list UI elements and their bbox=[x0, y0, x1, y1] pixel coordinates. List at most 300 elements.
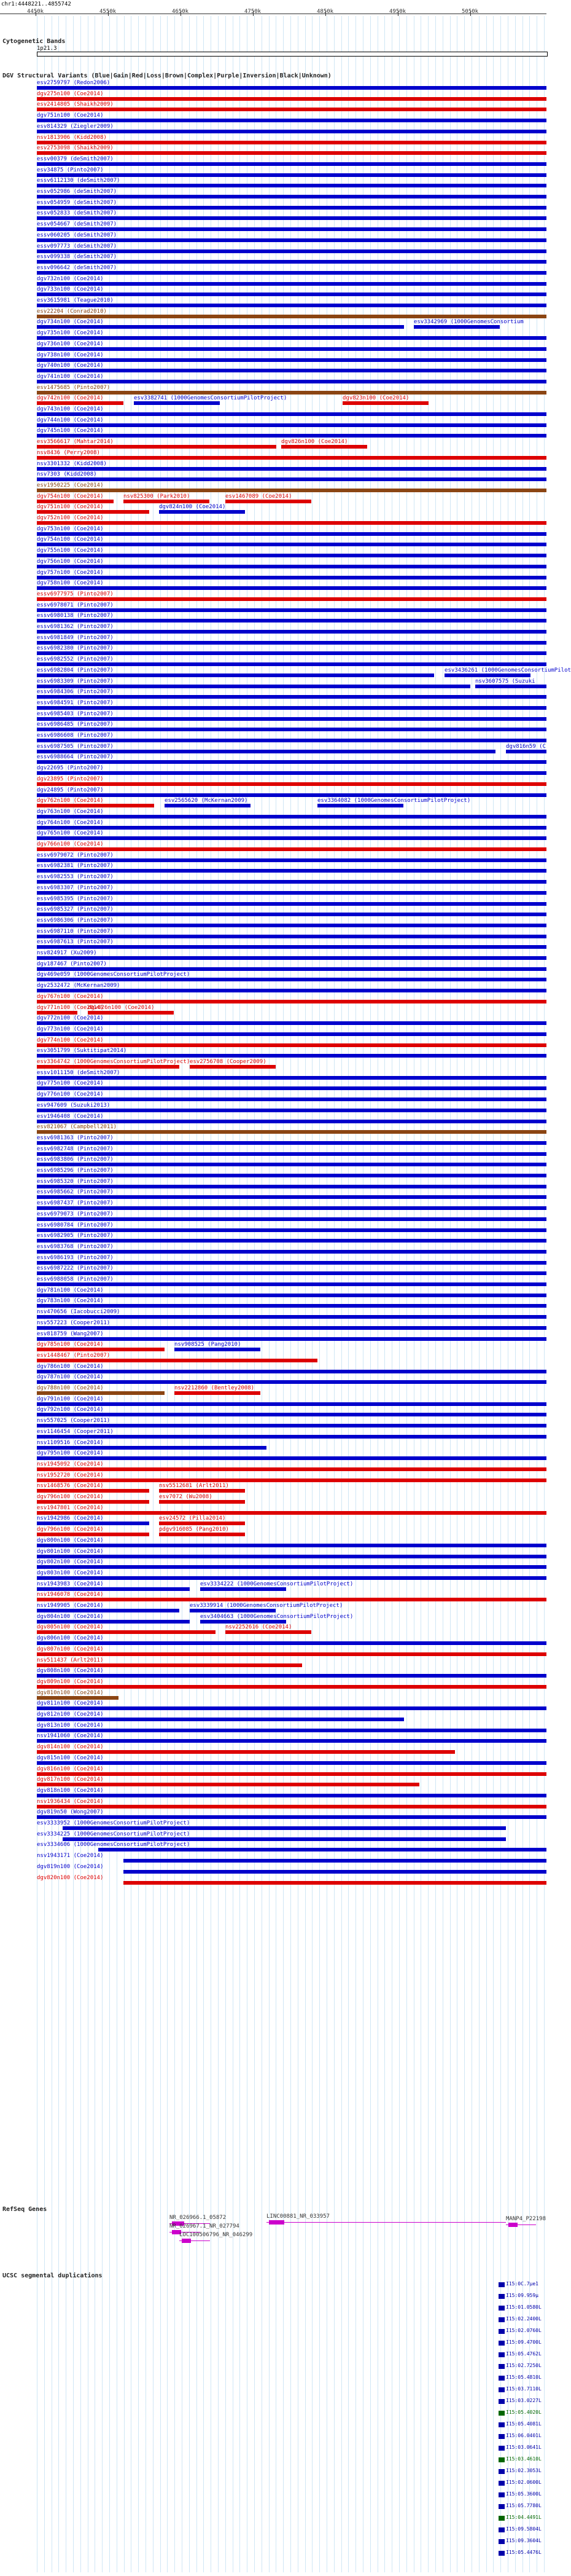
sv-label: dgv807n100 (Coe2014) bbox=[37, 1646, 104, 1652]
gene-intron-connector bbox=[317, 2222, 506, 2223]
sv-bar[interactable] bbox=[37, 1533, 149, 1536]
sv-label: esv3051799 (Suktitipat2014) bbox=[37, 1048, 127, 1054]
sv-bar[interactable] bbox=[37, 673, 434, 677]
sv-bar[interactable] bbox=[37, 238, 546, 242]
sv-bar[interactable] bbox=[98, 1848, 546, 1852]
sv-bar[interactable] bbox=[37, 913, 546, 916]
sv-label-secondary: dgv816n59 (C bbox=[506, 744, 546, 750]
sv-label: dgv756n100 (Coe2014) bbox=[37, 559, 104, 565]
segdup-bar[interactable] bbox=[499, 2527, 505, 2532]
sv-bar-secondary[interactable] bbox=[225, 500, 311, 503]
sv-bar-secondary[interactable] bbox=[475, 685, 546, 688]
sv-label: dgv773n100 (Coe2014) bbox=[37, 1026, 104, 1032]
sv-label: dgv787n100 (Coe2014) bbox=[37, 1374, 104, 1380]
sv-bar[interactable] bbox=[37, 685, 470, 688]
sv-bar[interactable] bbox=[37, 1380, 546, 1384]
sv-bar[interactable] bbox=[37, 1282, 546, 1286]
sv-label: essv6982553 (Pinto2007) bbox=[37, 874, 114, 880]
sv-bar[interactable] bbox=[37, 847, 546, 851]
sv-bar[interactable] bbox=[37, 423, 546, 427]
sv-bar[interactable] bbox=[37, 1511, 546, 1515]
sv-label-secondary: esv2565620 (McKernan2009) bbox=[165, 798, 248, 804]
sv-bar[interactable] bbox=[37, 739, 546, 742]
sv-label: dgv801n100 (Coe2014) bbox=[37, 1549, 104, 1555]
sv-bar[interactable] bbox=[37, 97, 546, 101]
segdup-bar[interactable] bbox=[499, 2341, 505, 2346]
segdup-track[interactable] bbox=[0, 2281, 546, 2570]
sv-label: dgv786n100 (Coe2014) bbox=[37, 1364, 104, 1370]
sv-bar[interactable] bbox=[37, 728, 546, 731]
sv-bar[interactable] bbox=[37, 597, 546, 601]
sv-bar[interactable] bbox=[37, 902, 546, 906]
sv-bar[interactable] bbox=[37, 641, 546, 645]
sv-label: esv1947801 (Coe2014) bbox=[37, 1505, 104, 1511]
sv-bar[interactable] bbox=[37, 978, 546, 981]
sv-label: nsv3301332 (Kidd2008) bbox=[37, 461, 107, 467]
sv-bar[interactable] bbox=[37, 304, 546, 307]
sv-bar[interactable] bbox=[37, 1206, 546, 1210]
sv-bar[interactable] bbox=[63, 1826, 506, 1830]
sv-label: esv818759 (Wang2007) bbox=[37, 1331, 104, 1337]
sv-label: dgv817n100 (Coe2014) bbox=[37, 1777, 104, 1783]
sv-bar[interactable] bbox=[37, 967, 546, 971]
sv-label-secondary: dgv823n100 (Coe2014) bbox=[343, 395, 410, 401]
sv-bar[interactable] bbox=[37, 1805, 546, 1808]
sv-bar[interactable] bbox=[37, 141, 546, 144]
sv-bar[interactable] bbox=[37, 369, 546, 372]
sv-bar[interactable] bbox=[37, 826, 546, 830]
sv-bar[interactable] bbox=[37, 336, 546, 340]
sv-bar[interactable] bbox=[37, 1598, 546, 1601]
segdup-bar[interactable] bbox=[499, 2352, 505, 2357]
segdup-label: I15:05.4810L bbox=[506, 2374, 542, 2380]
sv-label: essv00379 (deSmith2007) bbox=[37, 156, 114, 162]
sv-bar[interactable] bbox=[37, 1500, 149, 1504]
sv-label: essv6985327 (Pinto2007) bbox=[37, 906, 114, 913]
sv-bar[interactable] bbox=[37, 619, 546, 622]
sv-bar[interactable] bbox=[37, 1000, 546, 1003]
sv-bar[interactable] bbox=[37, 1630, 216, 1634]
sv-bar[interactable] bbox=[37, 1718, 404, 1721]
sv-bar[interactable] bbox=[37, 804, 154, 807]
sv-bar[interactable] bbox=[37, 1032, 546, 1036]
sv-bar[interactable] bbox=[37, 1424, 546, 1427]
sv-bar[interactable] bbox=[37, 108, 546, 111]
sv-bar[interactable] bbox=[123, 1881, 546, 1885]
sv-bar[interactable] bbox=[37, 956, 546, 960]
sv-bar[interactable] bbox=[37, 1337, 546, 1341]
sv-label: dgv803n100 (Coe2014) bbox=[37, 1570, 104, 1576]
sv-bar[interactable] bbox=[37, 771, 546, 775]
sv-bar[interactable] bbox=[37, 510, 149, 514]
sv-bar[interactable] bbox=[37, 401, 123, 405]
sv-bar[interactable] bbox=[37, 1370, 546, 1373]
sv-label-secondary: esv3342969 (1000GenomesConsortium bbox=[414, 319, 524, 325]
sv-label: essv6986306 (Pinto2007) bbox=[37, 917, 114, 924]
sv-bar-secondary[interactable] bbox=[445, 673, 530, 677]
sv-label: dgv757n100 (Coe2014) bbox=[37, 570, 104, 576]
sv-bar[interactable] bbox=[37, 1141, 546, 1145]
gene-exon[interactable] bbox=[508, 2223, 518, 2227]
sv-bar[interactable] bbox=[37, 1729, 546, 1732]
sv-label: essv6987110 (Pinto2007) bbox=[37, 929, 114, 935]
sv-bar[interactable] bbox=[37, 586, 546, 590]
sv-bar-secondary[interactable] bbox=[281, 445, 367, 449]
sv-bar[interactable] bbox=[37, 1446, 266, 1450]
sv-bar[interactable] bbox=[37, 467, 546, 471]
sv-bar[interactable] bbox=[37, 216, 546, 220]
segdup-bar[interactable] bbox=[499, 2364, 505, 2369]
sv-bar[interactable] bbox=[37, 1021, 546, 1025]
segdup-bar[interactable] bbox=[499, 2504, 505, 2509]
sv-label: dgv738n100 (Coe2014) bbox=[37, 352, 104, 358]
sv-bar[interactable] bbox=[37, 249, 546, 253]
sv-bar[interactable] bbox=[37, 1250, 546, 1254]
dgv-track[interactable] bbox=[0, 80, 571, 2157]
sv-bar[interactable] bbox=[37, 1609, 179, 1612]
sv-bar[interactable] bbox=[37, 260, 546, 264]
segdup-label: I15:05.4762L bbox=[506, 2351, 542, 2357]
sv-label: essv6982381 (Pinto2007) bbox=[37, 863, 114, 869]
sv-label: esv821067 (Campbell2011) bbox=[37, 1124, 117, 1130]
sv-label: essv6985662 (Pinto2007) bbox=[37, 1189, 114, 1195]
sv-bar[interactable] bbox=[37, 836, 546, 840]
segdup-bar[interactable] bbox=[499, 2481, 505, 2486]
sv-bar[interactable] bbox=[37, 315, 546, 318]
sv-bar[interactable] bbox=[37, 489, 546, 492]
sv-label: nsv557223 (Cooper2011) bbox=[37, 1320, 111, 1326]
sv-bar[interactable] bbox=[37, 1098, 546, 1101]
sv-bar[interactable] bbox=[37, 130, 546, 133]
segdup-bar[interactable] bbox=[499, 2282, 505, 2287]
segdup-bar[interactable] bbox=[499, 2446, 505, 2451]
sv-bar[interactable] bbox=[37, 1315, 546, 1319]
sv-bar[interactable] bbox=[123, 1870, 546, 1874]
sv-bar[interactable] bbox=[37, 1109, 546, 1112]
sv-bar[interactable] bbox=[37, 662, 546, 666]
sv-bar[interactable] bbox=[37, 119, 546, 122]
refseq-track[interactable] bbox=[0, 2212, 546, 2255]
sv-label-secondary: dgv826n100 (Coe2014) bbox=[281, 439, 348, 445]
sv-bar[interactable] bbox=[37, 1304, 546, 1308]
sv-label: dgv767n100 (Coe2014) bbox=[37, 994, 104, 1000]
sv-bar[interactable] bbox=[37, 1761, 546, 1765]
sv-label: dgv751n100 (Coe2014) bbox=[37, 112, 104, 119]
sv-bar-secondary[interactable] bbox=[506, 750, 546, 753]
sv-bar[interactable] bbox=[37, 445, 276, 449]
sv-bar[interactable] bbox=[37, 1544, 546, 1547]
sv-bar[interactable] bbox=[37, 162, 546, 166]
sv-bar-secondary[interactable] bbox=[159, 1489, 245, 1493]
sv-label: dgv771n100 (Coe2014) bbox=[37, 1005, 104, 1011]
sv-bar[interactable] bbox=[37, 869, 546, 873]
sv-bar[interactable] bbox=[37, 195, 546, 198]
sv-bar[interactable] bbox=[37, 1086, 546, 1090]
sv-bar[interactable] bbox=[37, 521, 546, 525]
sv-label: dgv783n100 (Coe2014) bbox=[37, 1298, 104, 1304]
sv-bar[interactable] bbox=[37, 1228, 546, 1232]
sv-bar[interactable] bbox=[37, 1120, 546, 1123]
sv-bar[interactable] bbox=[37, 1587, 190, 1591]
sv-label: essv6980138 (Pinto2007) bbox=[37, 613, 114, 619]
sv-bar[interactable] bbox=[37, 1555, 546, 1558]
sv-label: esv3333952 (1000GenomesConsortiumPilotProject) bbox=[37, 1820, 190, 1826]
sv-bar[interactable] bbox=[37, 1152, 546, 1156]
sv-bar[interactable] bbox=[37, 1522, 149, 1525]
sv-label: dgv772n100 (Coe2014) bbox=[37, 1015, 104, 1021]
sv-label: essv6979073 (Pinto2007) bbox=[37, 1211, 114, 1217]
sv-bar[interactable] bbox=[37, 1772, 546, 1776]
sv-bar[interactable] bbox=[37, 380, 546, 383]
sv-bar-secondary[interactable] bbox=[174, 1348, 260, 1351]
sv-label: essv6981362 (Pinto2007) bbox=[37, 624, 114, 630]
coordinates-label: chr1:4448221..4855742 bbox=[1, 1, 71, 7]
segdup-label: I15:03.7110L bbox=[506, 2386, 542, 2392]
sv-bar[interactable] bbox=[37, 717, 546, 721]
sv-bar-secondary[interactable] bbox=[159, 1500, 245, 1504]
segdup-bar[interactable] bbox=[499, 2399, 505, 2404]
sv-label: essv6982552 (Pinto2007) bbox=[37, 656, 114, 662]
sv-bar[interactable] bbox=[37, 227, 546, 231]
sv-label: nsv1946078 (Coe2014) bbox=[37, 1592, 104, 1598]
sv-bar[interactable] bbox=[37, 1674, 546, 1678]
sv-label: nsv1936434 (Coe2014) bbox=[37, 1799, 104, 1805]
sv-bar[interactable] bbox=[37, 1467, 546, 1471]
sv-bar[interactable] bbox=[37, 1294, 546, 1297]
segdup-bar[interactable] bbox=[499, 2434, 505, 2439]
sv-bar[interactable] bbox=[37, 793, 546, 797]
sv-label: dgv763n100 (Coe2014) bbox=[37, 809, 104, 815]
sv-bar[interactable] bbox=[37, 1620, 190, 1624]
sv-bar[interactable] bbox=[37, 695, 546, 699]
segdup-bar[interactable] bbox=[499, 2457, 505, 2462]
sv-bar[interactable] bbox=[37, 347, 546, 351]
sv-label: essv052986 (deSmith2007) bbox=[37, 189, 117, 195]
sv-bar[interactable] bbox=[37, 543, 546, 546]
gene-exon[interactable] bbox=[269, 2220, 284, 2225]
segdup-label: I15:03.0227L bbox=[506, 2398, 542, 2403]
sv-bar-secondary[interactable] bbox=[343, 401, 429, 405]
sv-bar[interactable] bbox=[37, 532, 546, 536]
sv-bar-secondary[interactable] bbox=[159, 1522, 245, 1525]
sv-bar-secondary[interactable] bbox=[190, 1065, 276, 1069]
segdup-bar[interactable] bbox=[499, 2422, 505, 2427]
sv-bar-secondary[interactable] bbox=[159, 510, 245, 514]
sv-bar-secondary[interactable] bbox=[88, 1011, 174, 1015]
sv-bar[interactable] bbox=[37, 151, 546, 155]
segdup-bar[interactable] bbox=[499, 2306, 505, 2311]
sv-bar-secondary[interactable] bbox=[200, 1620, 286, 1624]
segdup-bar[interactable] bbox=[499, 2317, 505, 2322]
sv-label: dgv814n100 (Coe2014) bbox=[37, 1744, 104, 1750]
sv-bar[interactable] bbox=[37, 86, 546, 90]
segdup-bar[interactable] bbox=[499, 2294, 505, 2299]
sv-bar[interactable] bbox=[37, 1456, 546, 1460]
sv-label: nsv1468576 (Coe2014) bbox=[37, 1483, 104, 1489]
sv-bar[interactable] bbox=[37, 1348, 165, 1351]
gene-label: LOC100506796_NR_046299 bbox=[179, 2232, 253, 2238]
sv-bar[interactable] bbox=[37, 271, 546, 275]
gene-label: LINC00881_NR_033957 bbox=[266, 2213, 330, 2220]
sv-bar[interactable] bbox=[37, 1706, 546, 1710]
sv-label: esv1946408 (Coe2014) bbox=[37, 1113, 104, 1120]
sv-bar[interactable] bbox=[37, 391, 546, 395]
segdup-label: I15:05.3600L bbox=[506, 2491, 542, 2497]
sv-bar-secondary[interactable] bbox=[225, 1630, 311, 1634]
sv-bar[interactable] bbox=[37, 782, 546, 786]
sv-bar[interactable] bbox=[37, 608, 546, 612]
sv-bar[interactable] bbox=[37, 1239, 546, 1243]
sv-bar[interactable] bbox=[37, 1783, 419, 1786]
sv-label: dgv774n100 (Coe2014) bbox=[37, 1037, 104, 1043]
sv-label: dgv792n100 (Coe2014) bbox=[37, 1407, 104, 1413]
sv-bar[interactable] bbox=[37, 1326, 546, 1330]
sv-bar[interactable] bbox=[123, 1859, 546, 1863]
sv-bar[interactable] bbox=[37, 1065, 179, 1069]
sv-bar[interactable] bbox=[37, 554, 546, 557]
sv-bar[interactable] bbox=[37, 750, 495, 753]
sv-bar[interactable] bbox=[37, 815, 546, 819]
sv-bar[interactable] bbox=[37, 1739, 546, 1743]
sv-label: esv947609 (Suzuki2013) bbox=[37, 1102, 111, 1109]
sv-bar[interactable] bbox=[37, 282, 546, 286]
sv-bar[interactable] bbox=[37, 651, 546, 655]
sv-label: esv1448467 (Pinto2007) bbox=[37, 1353, 111, 1359]
sv-bar[interactable] bbox=[37, 477, 546, 481]
sv-bar[interactable] bbox=[37, 1043, 546, 1047]
segdup-bar[interactable] bbox=[499, 2469, 505, 2474]
sv-bar-secondary[interactable] bbox=[134, 401, 220, 405]
sv-label: dgv765n100 (Coe2014) bbox=[37, 830, 104, 836]
sv-label: essv6987437 (Pinto2007) bbox=[37, 1200, 114, 1206]
sv-bar[interactable] bbox=[37, 412, 546, 416]
sv-bar[interactable] bbox=[37, 1054, 546, 1058]
sv-label: essv6985395 (Pinto2007) bbox=[37, 896, 114, 902]
sv-bar[interactable] bbox=[37, 1750, 455, 1754]
segdup-bar[interactable] bbox=[499, 2329, 505, 2334]
sv-bar[interactable] bbox=[37, 1011, 77, 1015]
sv-label-secondary: nsv825300 (Park2010) bbox=[123, 493, 190, 500]
sv-label: essv054959 (deSmith2007) bbox=[37, 200, 117, 206]
segdup-bar[interactable] bbox=[499, 2551, 505, 2556]
sv-bar[interactable] bbox=[37, 1413, 546, 1416]
sv-bar[interactable] bbox=[37, 880, 546, 884]
sv-bar-secondary[interactable] bbox=[200, 1587, 286, 1591]
ruler-tick-label: 5050k bbox=[462, 9, 479, 15]
sv-label: dgv818n100 (Coe2014) bbox=[37, 1788, 104, 1794]
sv-bar-secondary[interactable] bbox=[174, 1391, 260, 1395]
sv-bar-secondary[interactable] bbox=[123, 500, 209, 503]
sv-bar[interactable] bbox=[37, 1402, 546, 1406]
sv-label: esv2414805 (Shaikh2009) bbox=[37, 101, 114, 108]
sv-bar[interactable] bbox=[37, 500, 114, 503]
sv-bar-secondary[interactable] bbox=[414, 325, 500, 329]
sv-bar[interactable] bbox=[37, 1195, 546, 1199]
sv-bar[interactable] bbox=[37, 630, 546, 634]
sv-bar[interactable] bbox=[37, 1130, 546, 1134]
segdup-label: I15:02.0760L bbox=[506, 2328, 542, 2333]
sv-bar[interactable] bbox=[37, 1663, 302, 1667]
sv-bar[interactable] bbox=[37, 1217, 546, 1221]
cytoband-bar[interactable] bbox=[37, 52, 548, 57]
sv-bar[interactable] bbox=[37, 924, 546, 927]
sv-bar[interactable] bbox=[37, 1435, 546, 1439]
sv-bar[interactable] bbox=[37, 1359, 317, 1362]
segdup-bar[interactable] bbox=[499, 2516, 505, 2521]
sv-bar[interactable] bbox=[37, 184, 546, 187]
segdup-bar[interactable] bbox=[499, 2376, 505, 2381]
sv-bar[interactable] bbox=[37, 989, 546, 992]
sv-bar[interactable] bbox=[37, 565, 546, 568]
sv-bar[interactable] bbox=[37, 1565, 546, 1569]
sv-bar[interactable] bbox=[37, 173, 546, 177]
sv-bar[interactable] bbox=[37, 576, 546, 579]
sv-bar[interactable] bbox=[37, 1641, 546, 1645]
sv-label: esv3334225 (1000GenomesConsortiumPilotProject) bbox=[37, 1831, 190, 1837]
sv-bar[interactable] bbox=[37, 1652, 546, 1656]
sv-bar[interactable] bbox=[37, 1163, 546, 1166]
sv-label: esv22204 (Conrad2010) bbox=[37, 308, 107, 315]
sv-label: dgv775n100 (Coe2014) bbox=[37, 1080, 104, 1086]
sv-bar[interactable] bbox=[37, 935, 546, 938]
sv-bar[interactable] bbox=[37, 1174, 546, 1177]
sv-bar[interactable] bbox=[37, 891, 546, 895]
sv-bar[interactable] bbox=[37, 706, 546, 710]
sv-bar-secondary[interactable] bbox=[317, 804, 403, 807]
sv-bar[interactable] bbox=[37, 1185, 546, 1188]
sv-bar[interactable] bbox=[37, 434, 546, 438]
sv-bar[interactable] bbox=[37, 293, 546, 296]
sv-label-secondary: esv3382741 (1000GenomesConsortiumPilotProject) bbox=[134, 395, 287, 401]
segdup-bar[interactable] bbox=[499, 2492, 505, 2497]
sv-bar[interactable] bbox=[37, 1478, 546, 1482]
refseq-title: RefSeq Genes bbox=[2, 2206, 47, 2213]
segdup-bar[interactable] bbox=[499, 2411, 505, 2416]
sv-bar[interactable] bbox=[37, 1794, 546, 1797]
sv-label: dgv819n100 (Coe2014) bbox=[37, 1864, 104, 1870]
sv-bar-secondary[interactable] bbox=[190, 1609, 276, 1612]
sv-bar[interactable] bbox=[37, 760, 546, 764]
sv-bar[interactable] bbox=[37, 1261, 546, 1265]
sv-bar[interactable] bbox=[37, 1815, 546, 1819]
sv-bar[interactable] bbox=[37, 1576, 546, 1580]
sv-bar[interactable] bbox=[37, 1489, 149, 1493]
sv-label: nsv1942986 (Coe2014) bbox=[37, 1515, 104, 1522]
sv-bar[interactable] bbox=[37, 358, 546, 362]
segdup-bar[interactable] bbox=[499, 2387, 505, 2392]
sv-label: dgv754n100 (Coe2014) bbox=[37, 536, 104, 543]
sv-bar[interactable] bbox=[37, 1685, 546, 1689]
sv-label: nsv824917 (Xu2009) bbox=[37, 950, 97, 956]
sv-bar[interactable] bbox=[37, 1076, 546, 1080]
segdup-bar[interactable] bbox=[499, 2539, 505, 2544]
sv-bar[interactable] bbox=[37, 1391, 165, 1395]
sv-bar-secondary[interactable] bbox=[165, 804, 251, 807]
sv-bar[interactable] bbox=[37, 206, 546, 210]
sv-bar[interactable] bbox=[37, 456, 546, 460]
sv-bar[interactable] bbox=[37, 1271, 546, 1275]
sv-bar[interactable] bbox=[37, 325, 404, 329]
gene-exon[interactable] bbox=[182, 2239, 191, 2243]
sv-bar[interactable] bbox=[37, 945, 546, 949]
sv-label: dgv740n100 (Coe2014) bbox=[37, 363, 104, 369]
sv-bar[interactable] bbox=[63, 1837, 506, 1841]
sv-bar-secondary[interactable] bbox=[159, 1533, 245, 1536]
sv-label: dgv812n100 (Coe2014) bbox=[37, 1711, 104, 1718]
sv-bar[interactable] bbox=[37, 1696, 118, 1700]
gene-label: NR_026966.1_05872 bbox=[169, 2215, 227, 2221]
sv-bar[interactable] bbox=[37, 858, 546, 862]
